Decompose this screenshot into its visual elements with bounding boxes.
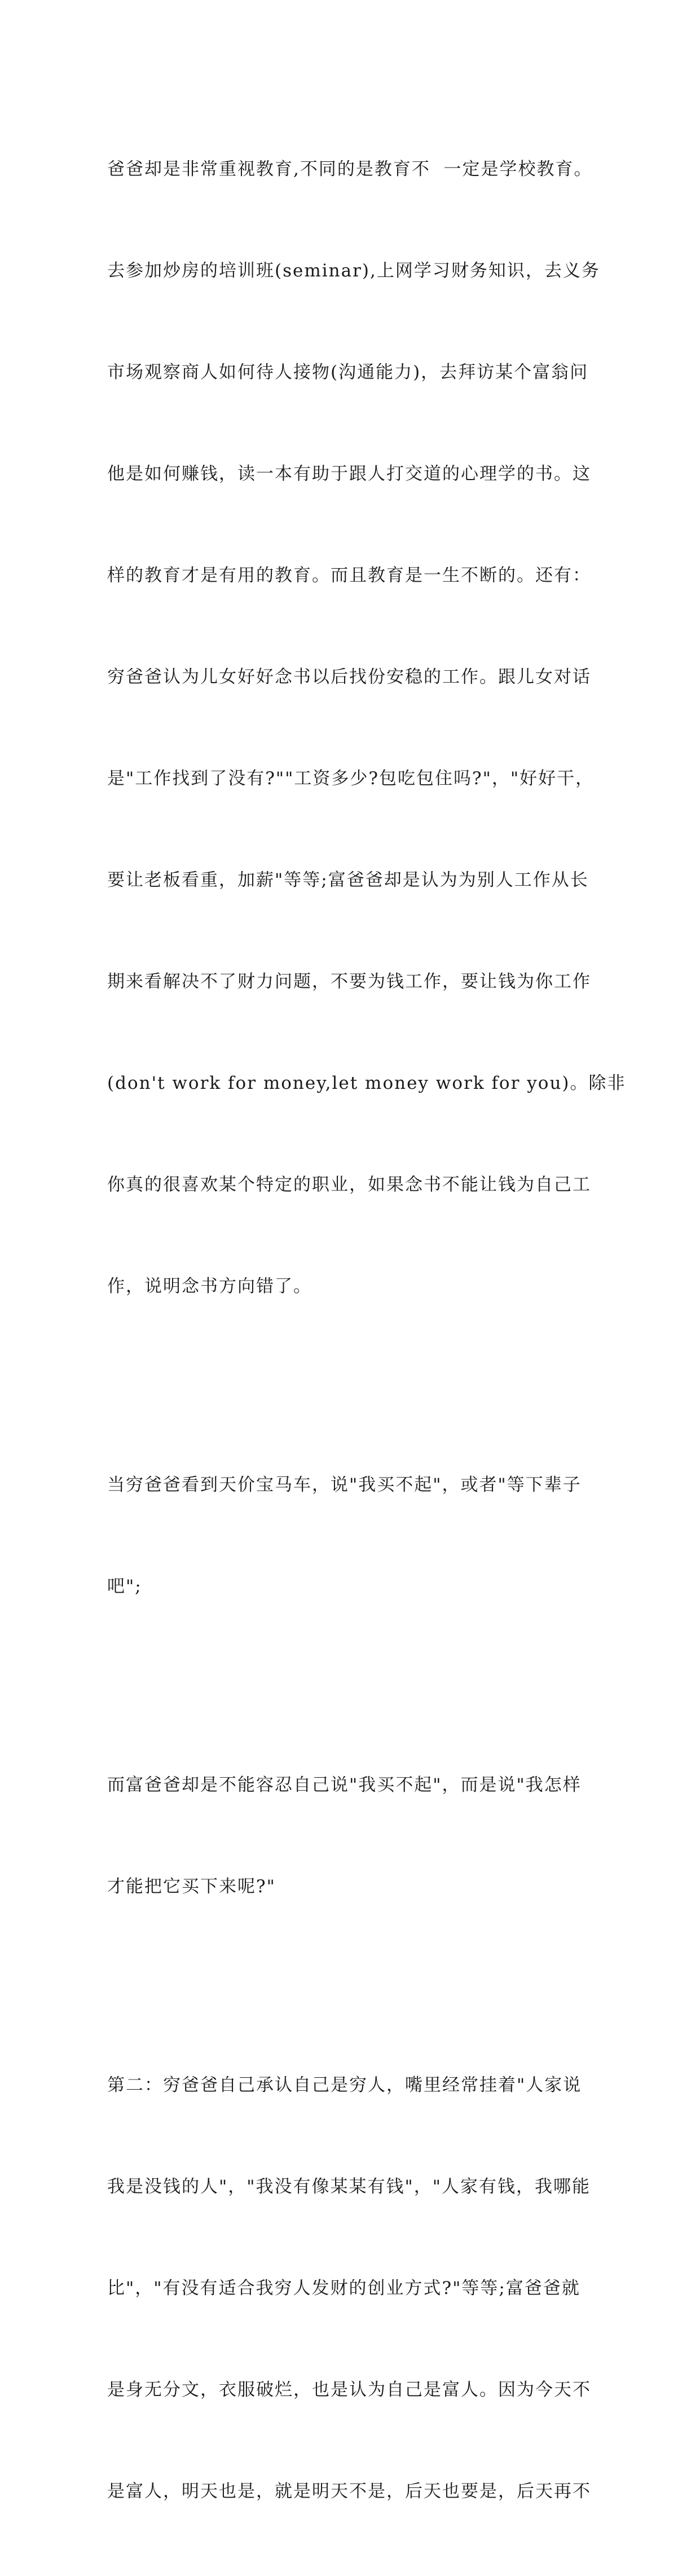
paragraph-spacer <box>107 1671 615 1700</box>
text-line: 吧"; <box>107 1576 142 1597</box>
text-line: 当穷爸爸看到天价宝马车，说"我买不起"，或者"等下辈子 <box>107 1475 582 1495</box>
text-line: 而富爸爸却是不能容忍自己说"我买不起"，而是说"我怎样 <box>107 1775 582 1795</box>
text-line: 期来看解决不了财力问题，不要为钱工作，要让钱为你工作 <box>107 972 591 992</box>
text-line: 市场观察商人如何待人接物(沟通能力)，去拜访某个富翁问 <box>107 362 589 383</box>
text-line: 才能把它买下来呢?" <box>107 1876 276 1897</box>
text-line: 去参加炒房的培训班(seminar),上网学习财务知识，去义务 <box>107 261 600 281</box>
text-line: 比"，"有没有适合我穷人发财的创业方式?"等等;富爸爸就 <box>107 2278 580 2298</box>
text-line: 作，说明念书方向错了。 <box>107 1276 312 1296</box>
text-line: 是身无分文，衣服破烂，也是认为自己是富人。因为今天不 <box>107 2380 591 2400</box>
text-line: (don't work for money,let money work for you)。除非 <box>107 1073 626 1093</box>
text-line: 样的教育才是有用的教育。而且教育是一生不断的。还有： <box>107 565 591 586</box>
text-line: 要让老板看重，加薪"等等;富爸爸却是认为为别人工作从长 <box>107 870 589 890</box>
document-body <box>107 85 626 2576</box>
paragraph-second-point <box>107 2001 615 2576</box>
paragraph-spacer <box>107 1971 615 2001</box>
paragraph-spacer <box>107 1371 615 1400</box>
text-line: 他是如何赚钱，读一本有助于跟人打交道的心理学的书。这 <box>107 464 591 484</box>
text-line: 爸爸却是非常重视教育,不同的是教育不 一定是学校教育。 <box>107 159 593 179</box>
text-line: 第二：穷爸爸自己承认自己是穷人，嘴里经常挂着"人家说 <box>107 2075 582 2095</box>
text-line: 你真的很喜欢某个特定的职业，如果念书不能让钱为自己工 <box>107 1175 591 1195</box>
paragraph-rich-dad-response <box>107 1700 615 1971</box>
text-line: 我是没钱的人"，"我没有像某某有钱"，"人家有钱，我哪能 <box>107 2177 591 2197</box>
paragraph-education <box>107 85 626 1371</box>
paragraph-bmw <box>107 1400 615 1671</box>
text-line: 是"工作找到了没有?""工资多少?包吃包住吗?"，"好好干， <box>107 768 595 789</box>
text-line: 穷爸爸认为儿女好好念书以后找份安稳的工作。跟儿女对话 <box>107 667 591 687</box>
text-line: 是富人，明天也是，就是明天不是，后天也要是，后天再不 <box>107 2481 591 2502</box>
